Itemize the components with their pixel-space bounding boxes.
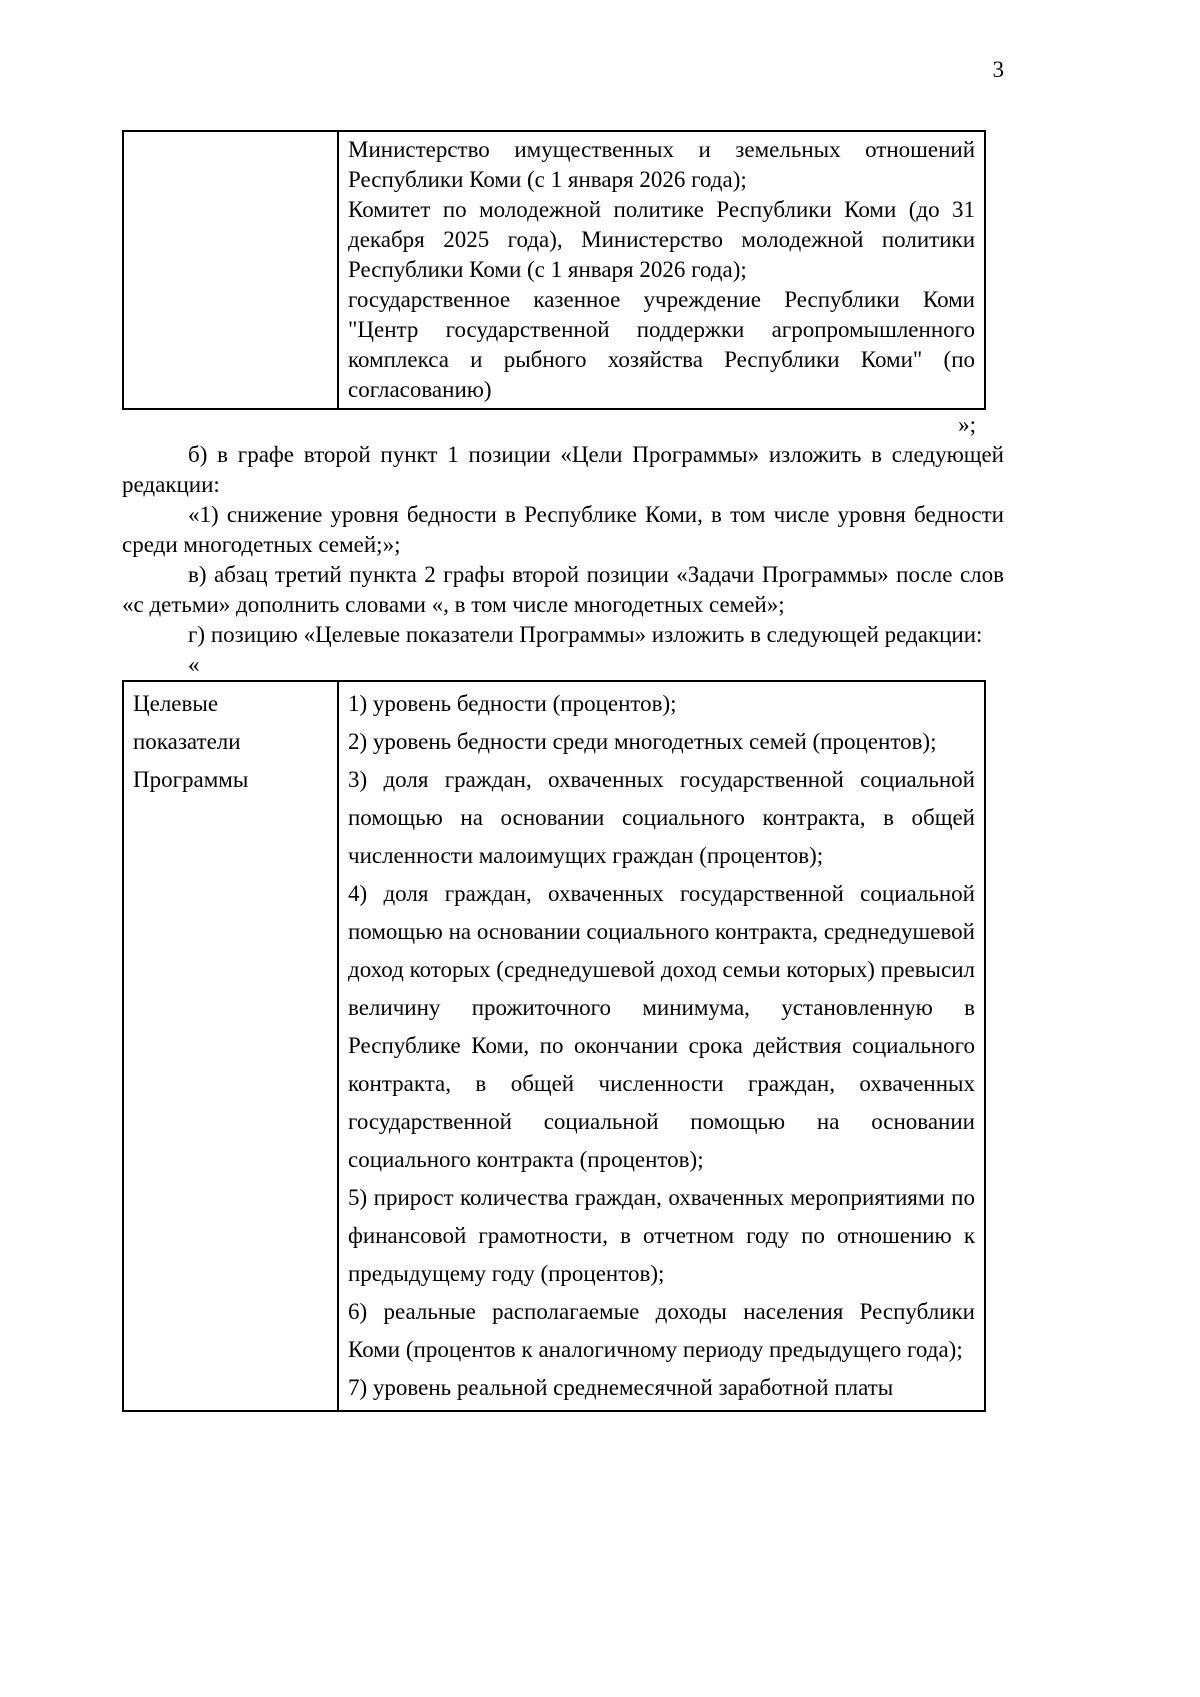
indicator-item: 2) уровень бедности среди многодетных семей (процентов); [348, 729, 937, 754]
indicator-item: 6) реальные располагаемые доходы населения Республики Коми (процентов к аналогичному периоду предыдущего года); [348, 1299, 975, 1362]
body-paragraph-v: в) абзац третий пункта 2 графы второй позиции «Задачи Программы» после слов «с детьми» дополнить словами «, в том числе многодетных семей»; [122, 562, 1004, 617]
indicator-item: 5) прирост количества граждан, охваченных мероприятиями по финансовой грамотности, в отчетном году по отношению к предыдущему году (процентов); [348, 1185, 975, 1286]
executors-paragraph: Министерство имущественных и земельных отношений Республики Коми (с 1 января 2026 года); [348, 137, 975, 192]
body-paragraph-g: г) позицию «Целевые показатели Программы» изложить в следующей редакции: [188, 622, 983, 647]
body-paragraph-b: б) в графе второй пункт 1 позиции «Цели Программы» изложить в следующей редакции: [122, 442, 1004, 497]
indicators-table-content-cell [338, 681, 985, 1411]
executors-table-content-cell [338, 131, 985, 409]
body-paragraph-quote-1: «1) снижение уровня бедности в Республике Коми, в том числе уровня бедности среди многодетных семей;»; [122, 502, 1004, 557]
page-number: 3 [992, 57, 1004, 82]
indicator-item: 1) уровень бедности (процентов); [348, 691, 677, 716]
opening-quote-mark: « [188, 652, 200, 677]
indicators-table-label-cell [123, 681, 338, 1411]
executors-table-label-cell [123, 131, 338, 409]
indicator-item: 3) доля граждан, охваченных государственной социальной помощью на основании социального контракта, в общей численности малоимущих граждан (процентов); [348, 767, 975, 868]
executors-paragraph: государственное казенное учреждение Республики Коми "Центр государственной поддержки агропромышленного комплекса и рыбного хозяйства Республики Коми" (по согласованию) [348, 287, 975, 402]
executors-table [122, 130, 986, 410]
table-row [123, 681, 985, 1411]
target-indicators-table [122, 680, 986, 1412]
indicator-item: 7) уровень реальной среднемесячной заработной платы [348, 1375, 894, 1400]
table-row [123, 131, 985, 409]
closing-quote-mark: »; [958, 412, 976, 437]
indicator-item: 4) доля граждан, охваченных государственной социальной помощью на основании социального контракта, среднедушевой доход которых (среднедушевой доход семьи которых) превысил величину прожиточного минимума, установленную в Республике Коми, по окончании срока действия социального контракта, в общей численности граждан, охваченных государственной социальной помощью на основании социального контракта (процентов); [348, 881, 975, 1172]
executors-paragraph: Комитет по молодежной политике Республики Коми (до 31 декабря 2025 года), Министерство молодежной политики Республики Коми (с 1 января 2026 года); [348, 197, 975, 282]
indicators-table-label: Целевые показатели Программы [133, 691, 249, 792]
